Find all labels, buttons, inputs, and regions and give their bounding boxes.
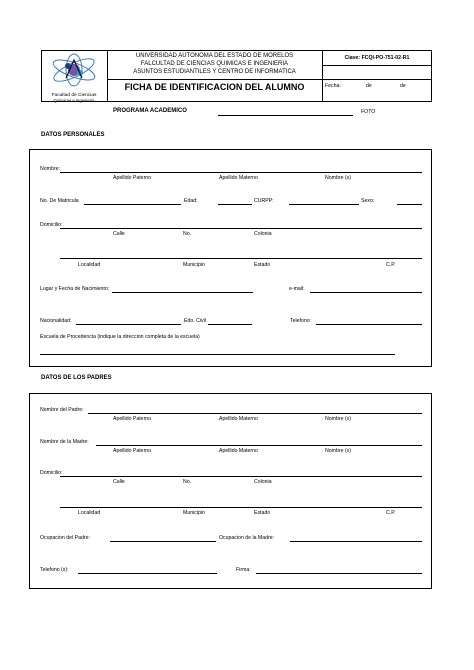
programa-field[interactable] xyxy=(218,115,353,116)
edad-field[interactable] xyxy=(218,204,252,205)
faculty-name: FALCULTAD DE CIENCIAS QUIMICAS E INGENIERIA xyxy=(140,61,289,67)
lugar-fecha-label: Lugar y Fecha de Nacimiento: xyxy=(40,286,110,292)
firma-label: Firma: xyxy=(236,567,251,573)
ap-materno-label: Apellido Materno xyxy=(219,175,258,181)
ap-paterno-label: Apellido Paterno xyxy=(113,175,152,181)
header-divider-mid xyxy=(107,79,432,80)
page-title: FICHA DE IDENTIFICACION DEL ALUMNO xyxy=(124,82,305,92)
parents-domicilio-field[interactable] xyxy=(60,476,422,477)
foto-label: FOTO xyxy=(361,109,376,115)
firma-field[interactable] xyxy=(256,573,422,574)
curpp-label: CURPP: xyxy=(254,198,274,204)
ocup-padre-field[interactable] xyxy=(110,541,216,542)
nombres-label: Nombre (s) xyxy=(325,175,351,181)
estado-label: Estado xyxy=(254,262,271,268)
form-code: Clave: FCQI-PO-751-02-R1 xyxy=(344,55,410,61)
nacionalidad-field[interactable] xyxy=(76,324,181,325)
padre-nombres-label: Nombre (s) xyxy=(325,416,351,422)
faculty-logo xyxy=(46,52,102,103)
no-label: No. xyxy=(183,231,192,237)
parents-calle-label: Calle xyxy=(113,479,125,485)
parents-section-title: DATOS DE LOS PADRES xyxy=(41,375,112,381)
atom-logo-icon xyxy=(46,52,102,88)
domicilio-label: Domicilio: xyxy=(40,222,63,228)
domicilio-field[interactable] xyxy=(60,228,422,229)
nombre-label: Nombre: xyxy=(40,166,60,172)
parents-localidad-field[interactable] xyxy=(60,507,422,508)
sexo-field[interactable] xyxy=(397,204,422,205)
padre-ap-materno-label: Apellido Materno xyxy=(219,416,258,422)
header-clave-underline xyxy=(322,65,432,66)
ocup-madre-field[interactable] xyxy=(290,541,422,542)
cp-label: C.P. xyxy=(386,262,396,268)
curpp-field[interactable] xyxy=(289,204,359,205)
university-name: UNIVERSIDAD AUTONOMA DEL ESTADO DE MORELOS xyxy=(135,53,294,59)
calle-label: Calle xyxy=(113,231,125,237)
email-field[interactable] xyxy=(310,292,422,293)
madre-label: Nombre de la Madre: xyxy=(40,439,89,445)
email-label: e-mail: xyxy=(289,286,305,292)
telefonos-label: Telefono (s): xyxy=(40,567,69,573)
telefono-field[interactable] xyxy=(316,324,422,325)
header-divider-right xyxy=(322,50,323,102)
fecha-de-1: de xyxy=(366,83,372,89)
colonia-label: Colonia xyxy=(254,231,272,237)
edad-label: Edad: xyxy=(184,198,198,204)
padre-label: Nombre del Padre: xyxy=(40,407,84,413)
ocup-madre-label: Ocupacion de la Madre: xyxy=(219,535,275,541)
lugar-fecha-field[interactable] xyxy=(112,292,253,293)
edo-civil-field[interactable] xyxy=(208,324,252,325)
personal-section-title: DATOS PERSONALES xyxy=(41,132,105,138)
nombre-field[interactable] xyxy=(60,172,422,173)
edo-civil-label: Edo. Civil xyxy=(184,318,206,324)
madre-field[interactable] xyxy=(96,445,422,446)
telefono-label: Telefono: xyxy=(290,318,312,324)
telefonos-field[interactable] xyxy=(78,573,217,574)
fecha-de-2: de xyxy=(400,83,406,89)
parents-domicilio-label: Domicilio: xyxy=(40,470,63,476)
localidad-field[interactable] xyxy=(60,258,422,259)
fecha-label: Fecha: xyxy=(325,83,341,89)
parents-colonia-label: Colonia xyxy=(254,479,272,485)
programa-label: PROGRAMA ACADEMICO xyxy=(113,108,187,114)
logo-line-2: Químicas e Ingeniería xyxy=(53,98,95,103)
parents-box xyxy=(29,393,432,589)
parents-no-label: No. xyxy=(183,479,192,485)
padre-ap-paterno-label: Apellido Paterno xyxy=(113,416,152,422)
madre-ap-paterno-label: Apellido Paterno xyxy=(113,448,152,454)
office-name: ASUNTOS ESTUDIANTILES Y CENTRO DE INFORMATICA xyxy=(133,69,296,75)
parents-localidad-label: Localidad xyxy=(78,510,101,516)
sexo-label: Sexo: xyxy=(361,198,375,204)
procedencia-label: Escuela de Procedencia (indique la direccion completa de la escuela) xyxy=(40,334,200,340)
localidad-label: Localidad xyxy=(78,262,101,268)
padre-field[interactable] xyxy=(88,413,422,414)
logo-line-1: Facultad de Ciencias xyxy=(51,93,97,98)
procedencia-field[interactable] xyxy=(40,354,395,355)
matricula-field[interactable] xyxy=(84,204,181,205)
nacionalidad-label: Nacionalidad: xyxy=(40,318,72,324)
madre-ap-materno-label: Apellido Materno xyxy=(219,448,258,454)
parents-municipio-label: Municipio xyxy=(183,510,205,516)
madre-nombres-label: Nombre (s) xyxy=(325,448,351,454)
matricula-label: No. De Matricula xyxy=(40,198,79,204)
parents-estado-label: Estado xyxy=(254,510,271,516)
municipio-label: Municipio xyxy=(183,262,205,268)
ocup-padre-label: Ocupacion del Padre: xyxy=(40,535,90,541)
parents-cp-label: C.P. xyxy=(386,510,396,516)
